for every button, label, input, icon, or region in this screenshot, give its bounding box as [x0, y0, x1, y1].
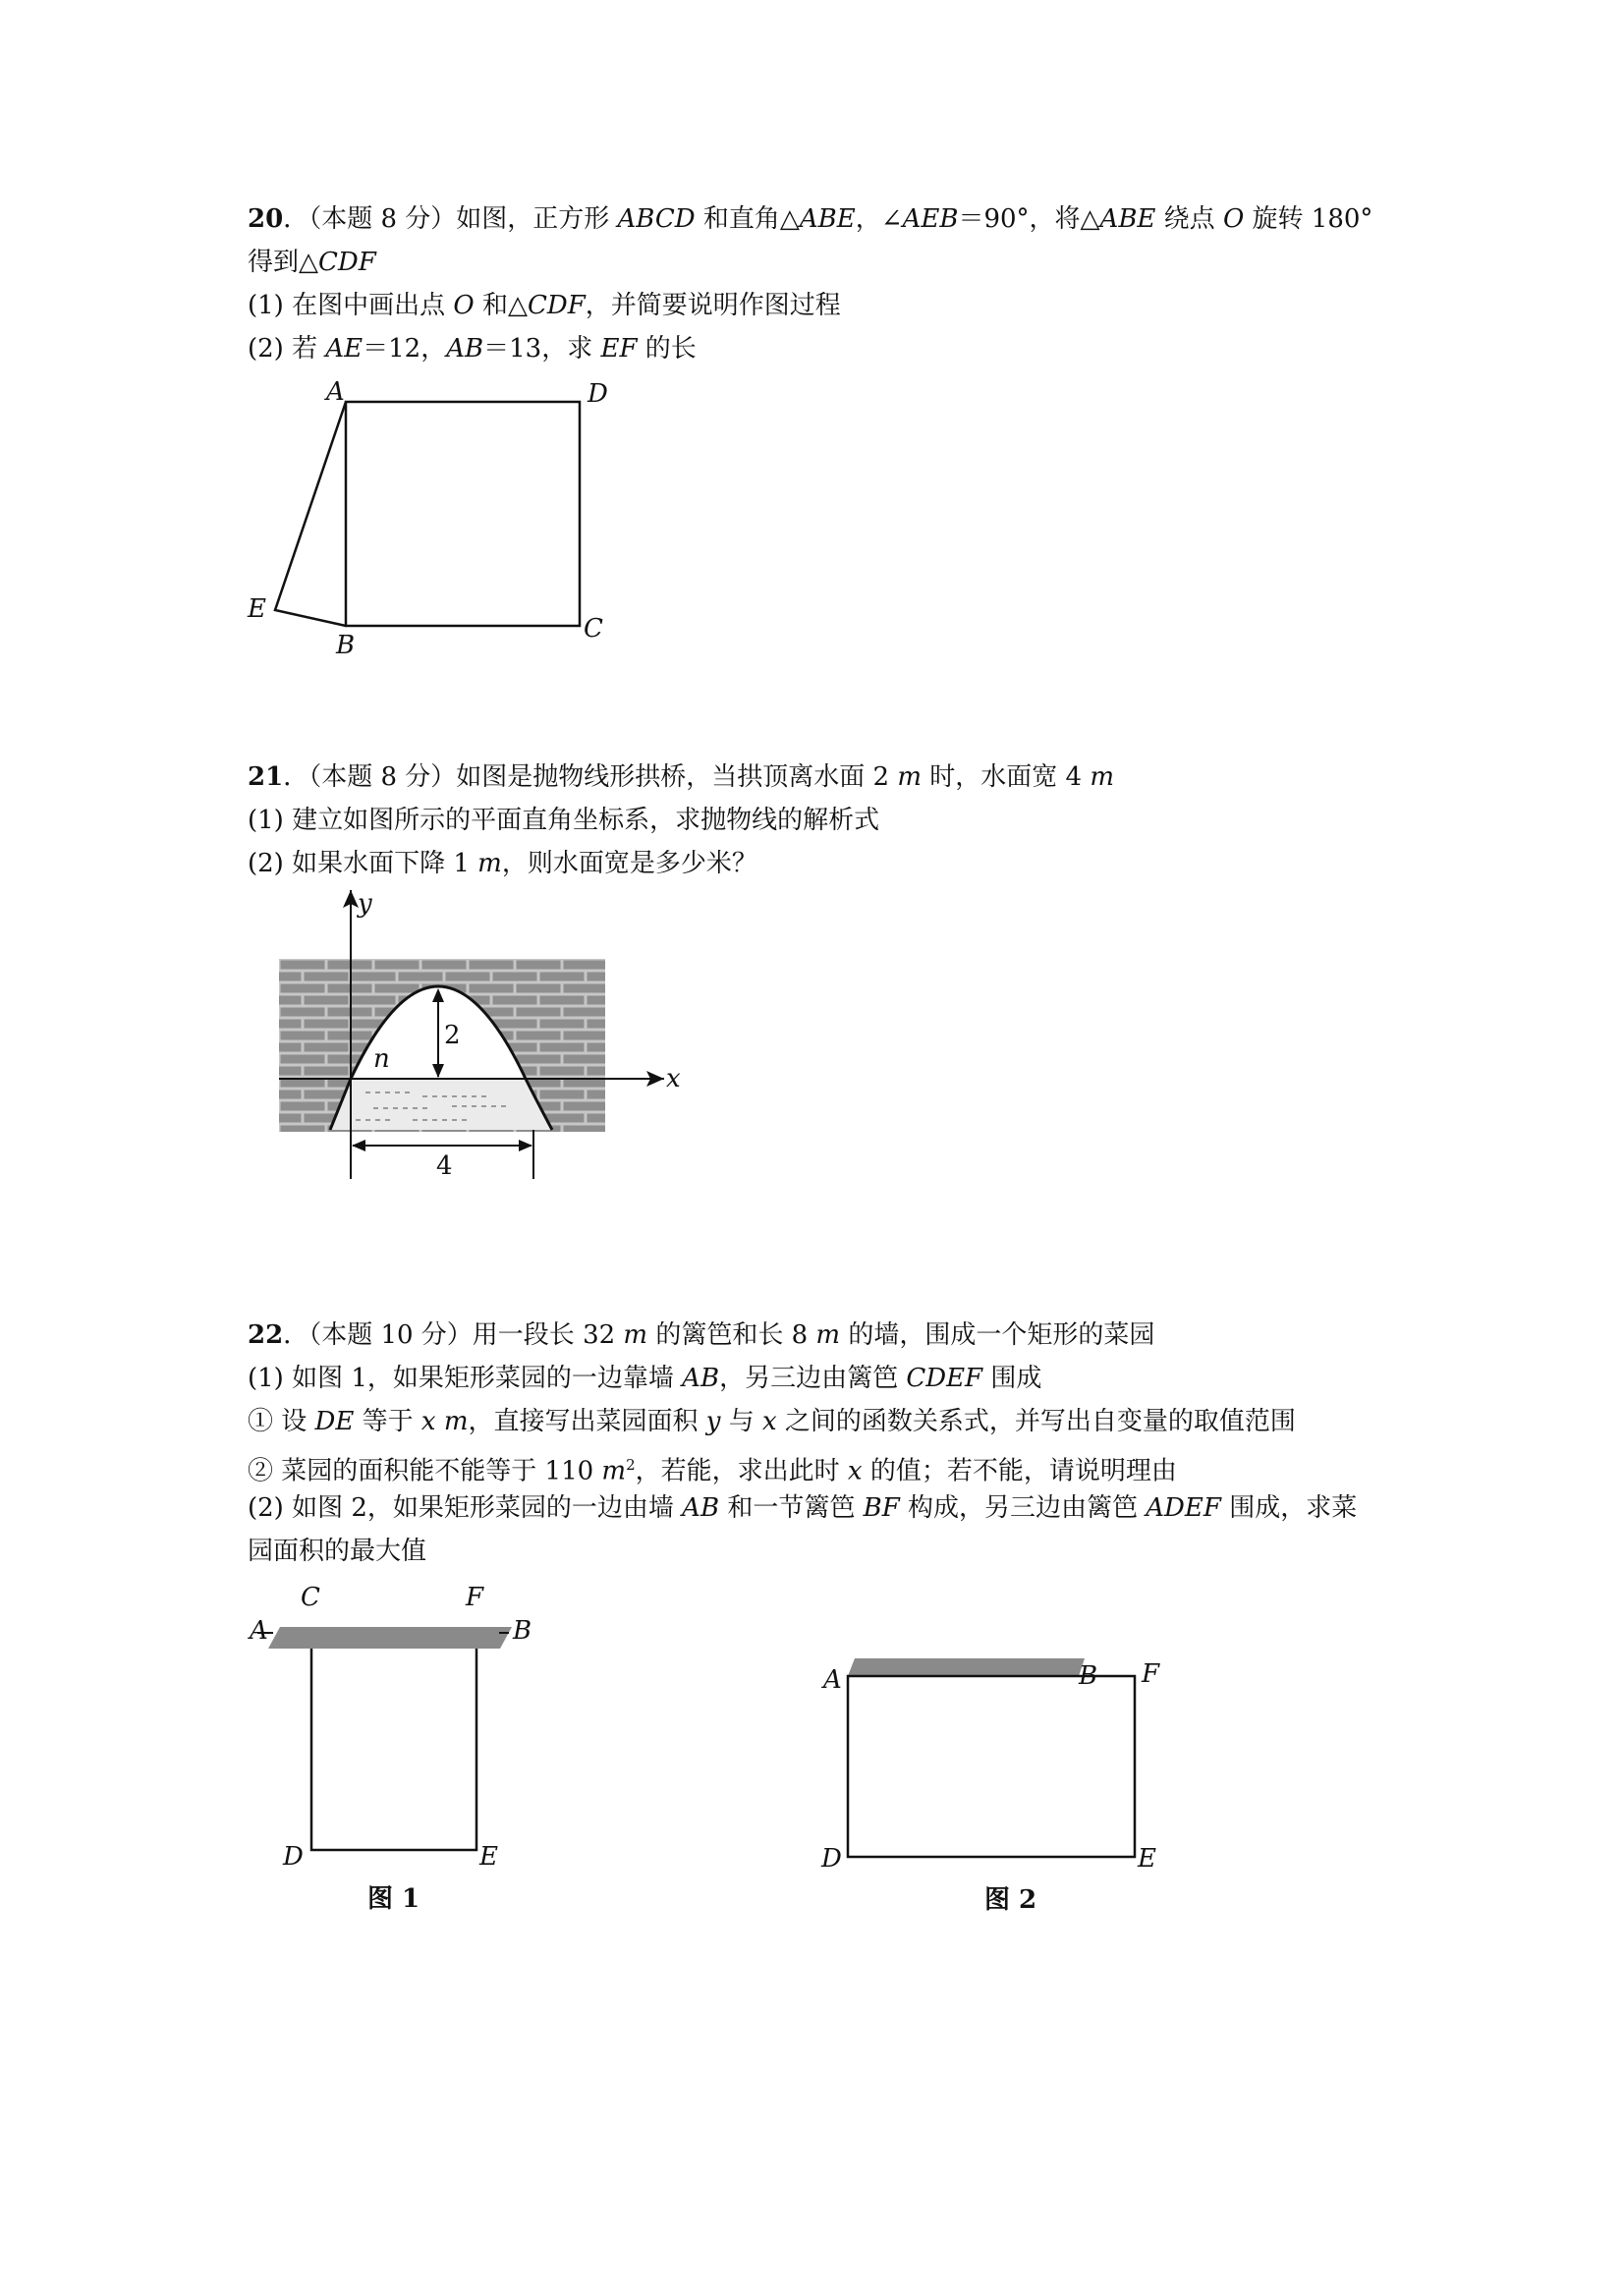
label-b: B [336, 631, 356, 660]
q20-part2: (2) 若 AE＝12，AB＝13，求 EF 的长 [248, 334, 697, 364]
fig1-label-c: C [301, 1583, 320, 1612]
label-c: C [584, 614, 603, 644]
q22-sub1: ① 设 DE 等于 x m，直接写出菜园面积 y 与 x 之间的函数关系式，并写出自变量的取值范围 [248, 1407, 1296, 1436]
fig1-label-f: F [466, 1583, 484, 1612]
q20-number: 20 [248, 204, 284, 234]
label-x: x [666, 1064, 681, 1093]
fig1-caption: 图 1 [367, 1884, 420, 1914]
label-y: y [358, 889, 372, 919]
fence-adef [848, 1676, 1135, 1857]
wall-ab [848, 1658, 1085, 1676]
q21-part1: (1) 建立如图所示的平面直角坐标系，求抛物线的解析式 [248, 806, 880, 835]
fig2-label-e: E [1138, 1844, 1156, 1874]
fig2-label-b: B [1079, 1661, 1098, 1691]
label-height: 2 [444, 1021, 461, 1050]
label-e: E [248, 594, 266, 624]
fig2-label-d: D [821, 1844, 842, 1874]
label-d: D [588, 379, 608, 409]
q21-header: 21．（本题 8 分）如图是抛物线形拱桥，当拱顶离水面 2 m 时，水面宽 4 m [248, 762, 1114, 792]
label-n: n [373, 1044, 390, 1074]
fig1-label-e: E [479, 1842, 498, 1872]
label-width: 4 [436, 1151, 453, 1181]
fig2-label-f: F [1142, 1659, 1160, 1689]
q20-part1: (1) 在图中画出点 O 和△CDF，并简要说明作图过程 [248, 291, 841, 320]
fig1-label-b: B [513, 1616, 532, 1646]
q22-part2: (2) 如图 2，如果矩形菜园的一边由墙 AB 和一节篱笆 BF 构成，另三边由篱笆 ADEF 围成，求菜 [248, 1493, 1358, 1523]
fig1-label-d: D [283, 1842, 304, 1872]
q22-sub2: ② 菜园的面积能不能等于 110 $m^2$，若能，求出此时 x 的值；若不能，请说明理由 [248, 1456, 1177, 1486]
q21-number: 21 [248, 762, 284, 792]
q22-header: 22．（本题 10 分）用一段长 32 m 的篱笆和长 8 m 的墙，围成一个矩形的菜园 [248, 1320, 1155, 1350]
fig2-label-a: A [823, 1665, 842, 1695]
fig1-label-a: A [250, 1616, 268, 1646]
q22-part1: (1) 如图 1，如果矩形菜园的一边靠墙 AB，另三边由篱笆 CDEF 围成 [248, 1364, 1042, 1393]
label-a: A [326, 377, 345, 407]
q22-number: 22 [248, 1320, 284, 1350]
q20-header: 20．（本题 8 分）如图，正方形 ABCD 和直角△ABE，∠AEB＝90°，将△ABE 绕点 O 旋转 180° [248, 204, 1373, 234]
q21-part2: (2) 如果水面下降 1 m，则水面宽是多少米？ [248, 849, 757, 878]
q22-part2-line2: 园面积的最大值 [248, 1537, 427, 1566]
q20-header-line2: 得到△CDF [248, 248, 376, 277]
fig2-caption: 图 2 [984, 1885, 1037, 1915]
